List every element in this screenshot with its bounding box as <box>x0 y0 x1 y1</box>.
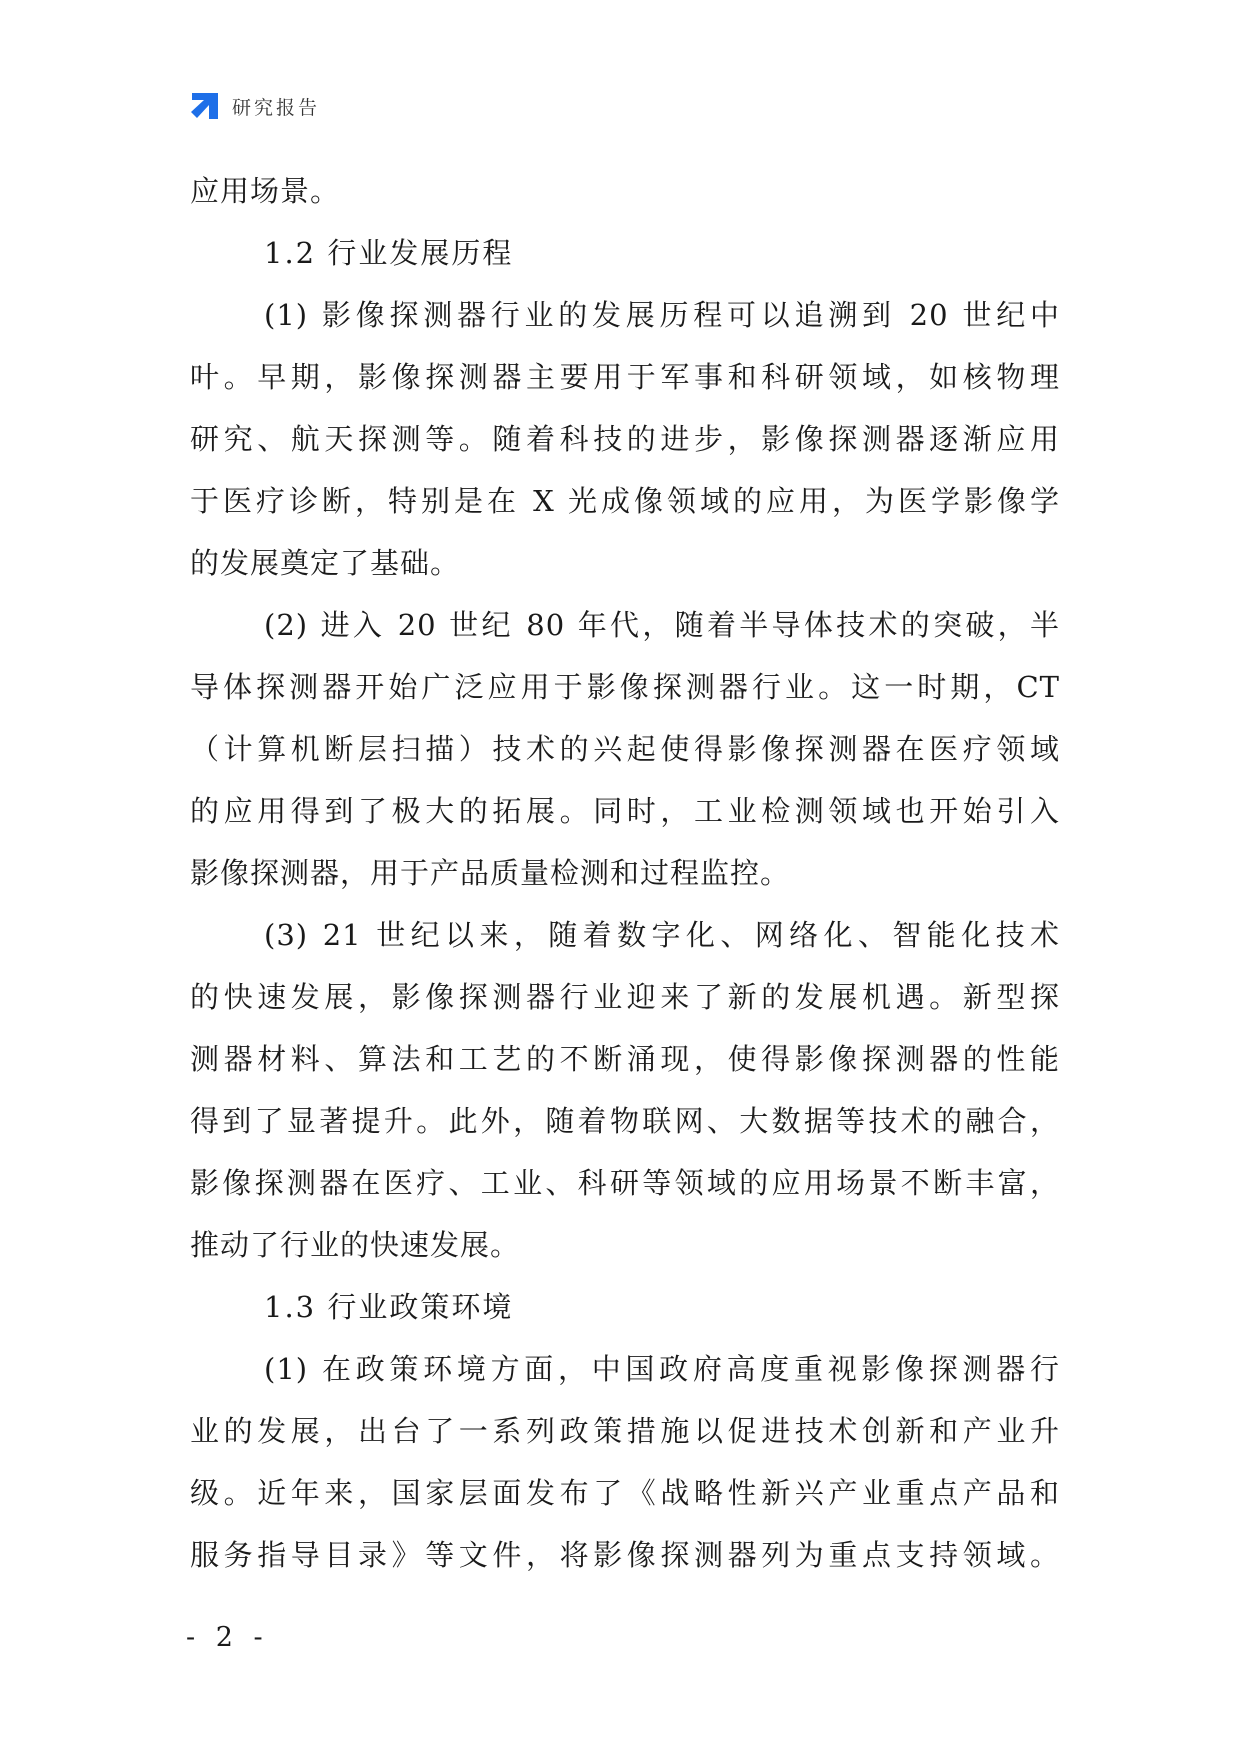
document-body <box>190 160 1060 1586</box>
text-line: 叶。早期，影像探测器主要用于军事和科研领域，如核物理 <box>190 360 1060 394</box>
section-heading: 1.3 行业政策环境 <box>264 1290 514 1324</box>
text-line: 导体探测器开始广泛应用于影像探测器行业。这一时期，CT <box>190 670 1060 704</box>
text-line: (1) 影像探测器行业的发展历程可以追溯到 20 世纪中 <box>264 298 1060 332</box>
text-line: (2) 进入 20 世纪 80 年代，随着半导体技术的突破，半 <box>264 608 1060 642</box>
arrow-up-right-icon <box>188 89 222 123</box>
text-line: 推动了行业的快速发展。 <box>190 1228 521 1262</box>
text-line: 的快速发展，影像探测器行业迎来了新的发展机遇。新型探 <box>190 980 1060 1014</box>
text-line: 的应用得到了极大的拓展。同时，工业检测领域也开始引入 <box>190 794 1060 828</box>
text-line: (3) 21 世纪以来，随着数字化、网络化、智能化技术 <box>264 918 1060 952</box>
text-line: 服务指导目录》等文件，将影像探测器列为重点支持领域。 <box>190 1538 1060 1572</box>
text-line: 于医疗诊断，特别是在 X 光成像领域的应用，为医学影像学 <box>190 484 1060 518</box>
text-line: 影像探测器，用于产品质量检测和过程监控。 <box>190 856 791 890</box>
section-heading: 1.2 行业发展历程 <box>264 236 514 270</box>
text-line: 的发展奠定了基础。 <box>190 546 461 580</box>
text-line: （计算机断层扫描）技术的兴起使得影像探测器在医疗领域 <box>190 732 1060 766</box>
text-line: 得到了显著提升。此外，随着物联网、大数据等技术的融合， <box>190 1104 1060 1138</box>
text-line: 影像探测器在医疗、工业、科研等领域的应用场景不断丰富， <box>190 1166 1060 1200</box>
page-number: - 2 - <box>186 1622 269 1653</box>
text-line: 业的发展，出台了一系列政策措施以促进技术创新和产业升 <box>190 1414 1060 1448</box>
text-line: 研究、航天探测等。随着科技的进步，影像探测器逐渐应用 <box>190 422 1060 456</box>
text-line: (1) 在政策环境方面，中国政府高度重视影像探测器行 <box>264 1352 1060 1386</box>
text-line: 应用场景。 <box>190 174 341 208</box>
text-line: 测器材料、算法和工艺的不断涌现，使得影像探测器的性能 <box>190 1042 1060 1076</box>
text-line: 级。近年来，国家层面发布了《战略性新兴产业重点产品和 <box>190 1476 1060 1510</box>
header-title: 研究报告 <box>232 96 321 119</box>
page-header <box>188 86 320 126</box>
